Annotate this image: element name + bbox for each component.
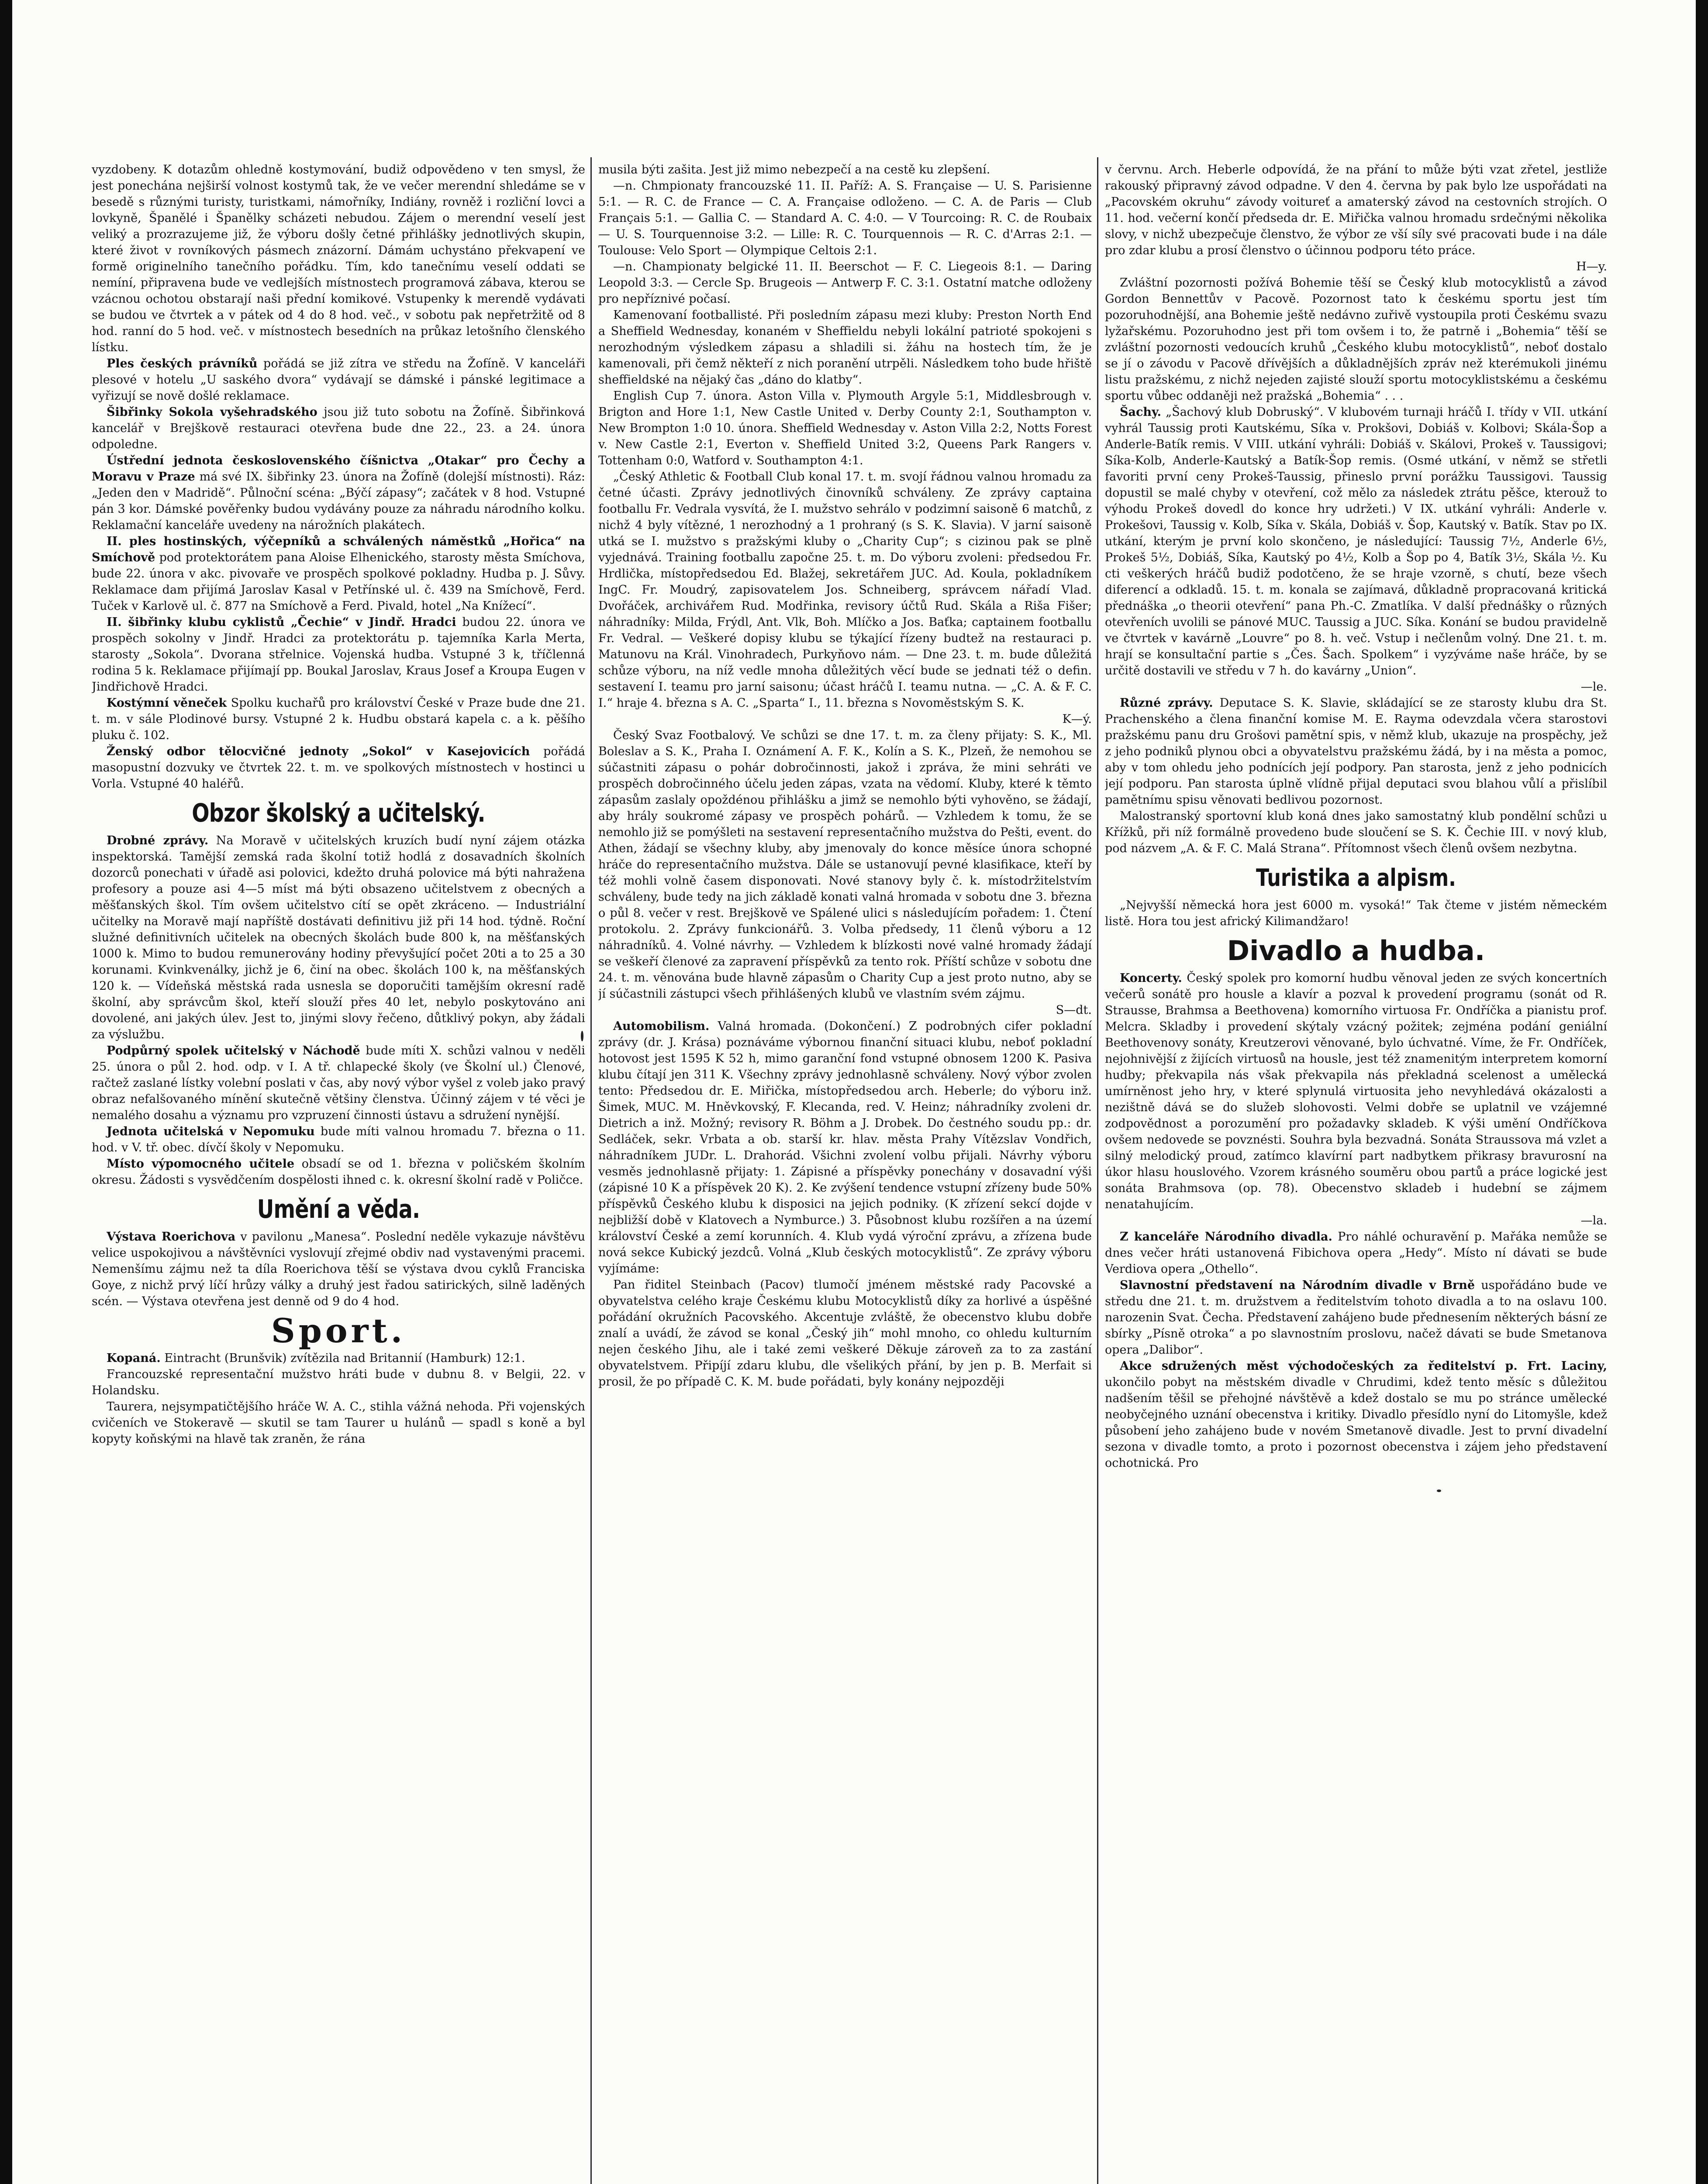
article-text: Taurera, nejsympatičtějšího hráče W. A. C., stihla vážná nehoda. Při vojenských cvičeních ve Stokeravě — skutil se tam Taurer u hulánů — spadl s koně a byl kopyty koňskými na hlavě tak zraněn, že rána <box>92 1400 585 1446</box>
article-paragraph <box>92 1043 585 1123</box>
column-2 <box>598 162 1092 2184</box>
column-rule <box>1097 157 1098 2184</box>
article-text: Na Moravě v učitelských kruzích budí nyní zájem otázka inspektorská. Tamější zemská rada školní totiž hodlá z dosavadních školních dozorců ponechati v úřadě asi polovici, kdežto druhá polovice má býti nahražena profesory a pouze asi 4—5 míst má býti obsazeno učitelstvem z obecných a měšťanských škol. Tím ovšem učitelstvo cítí se opět zkráceno. — Industriální učitelky na Moravě mají napříště dostávati definitivu již při 14 hod. týdně. Roční služné definitivních učitelek na obecných školách bude 800 k, na měšťanských 1000 k. Mimo to budou remunerovány hodiny převyšující počet 20ti a to 25 a 30 korunami. Kvinkvenálky, jichž je 6, činí na obec. školách 100 k, na měšťanských 120 k. — Vídeňská městská rada usnesla se doporučiti tamějším okresní radě školní, aby správcům škol, kteří slouží přes 40 let, nebylo poskytováno ani dovolené, ani jakých úlev. Jest to, jinými slovy řečeno, důtklivý pokyn, aby žádali za výslužbu. <box>92 834 585 1041</box>
article-paragraph <box>1105 1358 1607 1471</box>
article-lead: Šibřinky Sokola vyšehradského <box>107 405 317 419</box>
article-text: —n. Championaty belgické 11. II. Beerschot — F. C. Liegeois 8:1. — Daring Leopold 3:3. — Cercle Sp. Brugeois — Antwerp F. C. 3:1. Ostatní matche odloženy pro nepříznivé počasí. <box>598 260 1092 306</box>
article-lead: Ples českých právníků <box>107 357 258 370</box>
article-text: „Šachový klub Dobruský“. V klubovém turnaji hráčů I. třídy v VII. utkání vyhrál Taussig proti Kautskému, Síka v. Prokšovi, Dobiáš v. Kolbovi; Skála-Šop a Anderle-Batík remis. V VIII. utkání vyhráli: Dobiáš v. Skálovi, Prokeš v. Taussigovi; Síka-Kolb, Anderle-Kautský a Batík-Šop remis. (Osmé utkání, v němž se střetli favoriti první ceny Prokeš-Taussig, přineslo první porážku Taussigovi. Taussig dopustil se malé chyby v otevření, což mělo za následek ztrátu pěšce, kterouž to výhodu Prokeš dovedl do konce hry udržeti.) V IX. utkání vyhráli: Anderle v. Prokešovi, Taussig v. Kolb, Síka v. Skála, Dobiáš v. Šop, Kautský v. Batík. Stav po IX. utkání, kterým je první kolo skončeno, je následující: Taussig 7½, Anderle 6½, Prokeš 5½, Dobiáš, Síka, Kautský po 4½, Kolb a Šop po 4, Batík 3½, Skála ½. Ku cti veškerých hráčů budiž podotčeno, že se hraje vzorně, s chutí, beze všech diferencí a odkladů. 15. t. m. konala se zajímavá, důkladně propracovaná kritická přednáška „o theorii otevření“ pana Ph.-C. Zmatlíka. V další přednášky o různých otevřeních uvolili se pánové MUC. Taussig a JUC. Síka. Konání se budou pravidelně ve čtvrtek v kavárně „Louvre“ po 8. h. več. Vstup i nečlenům volný. Dne 21. t. m. hrají se konsultační partie s „Čes. Šach. Spolkem“ i vyzýváme naše hráče, by se určitě dostavili ve středu v 7 h. do kavárny „Union“. <box>1105 405 1607 677</box>
article-text: obsadí se od 1. března v poličském školním okresu. Žádosti s vysvědčením dospělosti ihned c. k. okresní školní radě v Poličce. <box>92 1157 585 1187</box>
article-text: uspořádáno bude ve středu dne 21. t. m. družstvem a ředitelstvím tohoto divadla a to na oslavu 100. narozenin Svat. Čecha. Představení zahájeno bude přednesením některých básní ze sbírky „Písně otroka“ a po slavnostním proslovu, načež dávati se bude Smetanova opera „Dalibor“. <box>1105 1279 1607 1357</box>
article-signature: —la. <box>1580 1214 1607 1227</box>
article-text: Pro náhlé ochuravění p. Mařáka nemůže se dnes večer hráti ustanovená Fibichova opera „Hedy“. Místo ní dávati se bude Verdiova opera „Othello“. <box>1105 1230 1607 1276</box>
article-signature: K—ý. <box>1062 712 1092 726</box>
article-lead: Výstava Roerichova <box>107 1230 236 1244</box>
article-text: Valná hromada. (Dokončení.) Z podrobných cifer pokladní zprávy (dr. J. Krása) poznáváme výbornou finanční situaci klubu, neboť pokladní hotovost jest 1595 K 52 h, mimo garanční fond vstupné obnosem 1200 K. Pasiva klubu čítají jen 311 K. Všechny zprávy jednohlasně schváleny. Nový výbor zvolen tento: Předsedou dr. E. Miřička, místopředsedou arch. Heberle; do výboru inž. Šimek, MUC. M. Hněvkovský, F. Klecanda, red. V. Heinz; náhradníky zvoleni dr. Dietrich a inž. Možný; revisory R. Böhm a J. Drobek. Do čestného soudu pp.: dr. Sedláček, sekr. Vrbata a ob. starší kr. hlav. města Prahy Vítězslav Vondřich, náhradníkem JUDr. L. Drahorád. Všichni zvolení volbu přijali. Návrhy výboru vesměs jednohlasně přijaty: 1. Zápisné a příspěvky ponechány v dosavadní výši (zápisné 10 K a příspěvek 20 K). 2. Ke zvýšení tendence vstupní zřízeny bude 50% příspěvků Českého klubu k disposici na jejich podniky. (K zřízení sekcí dojde v nejbližší době v Klatovech a Nymburce.) 3. Působnost klubu rozšířen a na území království České a zemí korunních. 4. Klub vydá výroční zprávu, a zřízena bude nová sekce Kubický jezdců. Volná „Klub českých motocyklistů“. Ze zprávy výboru vyjímáme: <box>598 1019 1092 1275</box>
article-paragraph <box>92 533 585 614</box>
article-text: „Český Athletic & Football Club konal 17. t. m. svojí řádnou valnou hromadu za četné účasti. Zprávy jednotlivých činovníků schváleny. Ze zprávy captaina footballu Fr. Vedrala vysvítá, že I. mužstvo sehrálo v podzimní saisoně 6 matchů, z nichž 4 byly vítězné, 1 nerozhodný a 1 prohraný (s S. K. Slavia). V jarní saisoně utká se I. mužstvo s pražskými kluby o „Charity Cup“; s cizinou pak se plně vyjednává. Training footballu započne 25. t. m. Do výboru zvoleni: předsedou Fr. Hrdlička, místopředsedou Ed. Blažej, sekretářem JUC. Ad. Koula, pokladníkem IngC. Fr. Moudrý, zapisovatelem Jos. Schneiberg, správcem nářadí Vlad. Dvořáček, archivářem Rud. Modřinka, revisory účtů Rud. Skála a Riša Fišer; náhradníky: Milda, Frýdl, Ant. Vlk, Boh. Mlíčko a Jos. Baťka; captainem footballu Fr. Vedral. — Veškeré dopisy klubu se týkající řízeny budtež na restauraci p. Matunovu na Král. Vinohradech, Purkyňovo nám. — Dne 23. t. m. bude důležitá schůze výboru, na níž vedle mnoha důležitých věcí bude se jednati též o defin. sestavení I. teamu pro jarní saisonu; účast hráčů I. teamu nutna. — „C. A. & F. C. I.“ hraje 4. března s A. C. „Sparta“ I., 11. března s Novoměstským S. K. <box>598 470 1092 710</box>
article-signature: H—y. <box>1576 260 1607 273</box>
article-lead: Koncerty. <box>1120 971 1182 985</box>
column-rule <box>590 157 592 2184</box>
article-lead: Podpůrný spolek učitelský v Náchodě <box>107 1044 360 1057</box>
article-lead: II. ples hostinských, výčepníků a schválených náměstků „Hořica“ na Smíchově <box>92 535 585 564</box>
article-text: Český spolek pro komorní hudbu věnoval jeden ze svých koncertních večerů sonátě pro housle a klavír a pozval k provedení programu (sonát od R. Strausse, Brahmsa a Beethovena) komorního virtuosa Fr. Ondříčka a pianistu prof. Melcra. Skladby i provedení skýtaly vzácný požitek; zejména podání geniální Beethovenovy sonáty, Kreutzerovi věnované, bylo úchvatné. Víme, že Fr. Ondříček, nejohnivější z žijících virtuosů na housle, jest též znamenitým interpretem komorní hudby; překvapila nás však překvapila nás překladná scelenost a umělecká umírněnost jeho hry, v které splynulá virtuosita jeho nevyhledává okázalosti a nezištně dává se do služeb slohovosti. Velmi dobře se uplatnil ve vzájemné zodpovědnost a porozumění pro požadavky skladeb. K výši umění Ondříčkova ovšem nedovede se povznésti. Souhra byla bezvadná. Sonáta Straussova má vzlet a silný melodický proud, zatímco klavírní part nadbytkem přikrasy bravurosní na úkor hlasu houslového. Vzorem krásného souměru obou partů a práce logické jest sonáta Brahmsova (op. 78). Obecenstvo skladeb i hudební se zájmem nenatahujícím. <box>1105 971 1607 1211</box>
section-heading-sport: Sport. <box>271 1311 406 1350</box>
article-text: „Nejvyšší německá hora jest 6000 m. vysoká!“ Tak čteme v jistém německém listě. Hora tou jest africký Kilimandžaro! <box>1105 898 1607 928</box>
section-heading-art: Umění a věda. <box>257 1194 420 1224</box>
article-lead: Drobné zprávy. <box>107 834 209 847</box>
article-paragraph <box>92 1156 585 1188</box>
section-heading-tourism: Turistika a alpism. <box>1256 864 1456 892</box>
article-lead: Kopaná. <box>107 1351 161 1365</box>
article-text: má své IX. šibřinky 23. února na Žofíně (dolejší místnosti). Ráz: „Jeden den v Madridě“. Půlnoční scéna: „Býčí zápasy“; začátek v 8 hod. Vstupné pán 3 kor. Dámské pověřenky budou vydávány pouze za náhradu národního kolku. Reklamační kanceláře uvedeny na nárožních plakátech. <box>92 470 585 532</box>
article-paragraph <box>92 833 585 1043</box>
scan-edge-left <box>0 0 12 2184</box>
article-paragraph <box>92 1350 585 1366</box>
article-paragraph <box>1105 970 1607 1213</box>
article-paragraph <box>1105 1277 1607 1358</box>
article-paragraph <box>92 1229 585 1310</box>
scan-edge-right <box>1696 0 1708 2184</box>
article-signature: —le. <box>1580 680 1607 694</box>
article-text: ukončilo pobyt na městském divadle v Chrudimi, kdež tento měsíc s důležitou nadšením těšil se přehojné návštěvě a kdež dostalo se mu po stránce umělecké neobyčejného uznání obecenstva i kritiky. Divadlo přesídlo nyní do Litomyšle, kdež působení jeho zahájeno bude v novém Smetanově divadle. Jest to první divadelní sezona v divadle tomto, a proto i pozornost obecenstva i zájem jeho představení ochotnická. Pro <box>1105 1375 1607 1470</box>
article-text: bude míti X. schůzi valnou v neděli 25. února o půl 2. hod. odp. v I. A tř. chlapecké školy (ve Školní ul.) Členové, račtež zaslané lístky volební poslati v čas, aby nový výbor vyšel z voleb jako pravý obraz nefalšovaného mínění skutečně většiny členstva. Účinný zájem v té věci je nemalého dosahu a významu pro vzpruzení činnosti ústavu a sdružení nynější. <box>92 1044 585 1122</box>
article-text: pod protektorátem pana Aloise Elhenického, starosty města Smíchova, bude 22. února v akc. pivovaře ve prospěch spolkové pokladny. Hudba p. J. Sůvy. Reklamace dam přijímá Jaroslav Kasal v Petřínské ul. č. 439 na Smíchově, Ferd. Tuček v Karlově ul. č. 877 na Smíchově a Ferd. Pivald, hotel „Na Knížecí“. <box>92 551 585 613</box>
article-text: pořádá se již zítra ve středu na Žofíně. V kanceláři plesové v hotelu „U saského dvora“ vydávají se dámské i pánské legitimace a vyřizují se nově došlé reklamace. <box>92 357 585 403</box>
article-lead: Jednota učitelská v Nepomuku <box>107 1125 315 1138</box>
article-text: Český Svaz Footbalový. Ve schůzi se dne 17. t. m. za členy přijaty: S. K., Ml. Boleslav a S. K., Praha I. Oznámení A. F. K., Kolín a S. K., Plzeň, že nemohou se súčastniti zápasu o pohár dobročinnosti, jakož i zpráva, že mini sehráti ve prospěch dobročinného účelu jeden zápas, vzata na vědomí. Kluby, které k těmto zápasům zaslaly opoždénou přihlášku a jimž se nemohlo býti vyhověno, se žádají, aby hrály soukromé zápasy ve prospěch pohárů. — Vzhledem k tomu, že se nemohlo již se pomýšleti na sestavení representačního mužstva do Pešti, event. do Athen, žádají se všechny kluby, aby jmenovaly do konce měsíce února schopné hráče do representačního mužstva. Dále se ustanovují pevné klasifikace, kteří by též mohli volně časem disponovati. Nové stanovy byly č. k. místodržitelstvím schváleny, bude tedy na jich základě konati valná hromada v sobotu dne 3. března o půl 8. večer v rest. Brejškově ve Spálené ulici s následujícím pořadem: 1. Čtení protokolu. 2. Zprávy funkcionářů. 3. Volba předsedy, 11 členů výboru a 12 náhradníků. 4. Volné návrhy. — Vzhledem k blízkosti nové valné hromady žádají se veškeří členové za zapravení příspěvků za tento rok. Příští schůze v sobotu dne 24. t. m. věnována bude hlavně zápasům o Charity Cup a jest proto nutno, aby se jí súčastnili zástupci všech přihlášených klubů ve vlastním svém zájmu. <box>598 729 1092 1001</box>
article-lead: Automobilism. <box>613 1019 710 1033</box>
article-paragraph <box>1105 404 1607 679</box>
section-heading-school: Obzor školský a učitelský. <box>192 798 485 828</box>
article-text: bude míti valnou hromadu 7. března o 11. hod. v V. tř. obec. dívčí školy v Nepomuku. <box>92 1125 585 1154</box>
article-paragraph <box>92 695 585 743</box>
article-lead: Různé zprávy. <box>1120 696 1213 710</box>
article-paragraph <box>92 404 585 453</box>
article-lead: Akce sdružených měst východočeských za ředitelství p. Frt. Laciny, <box>1120 1359 1607 1373</box>
article-paragraph <box>92 356 585 404</box>
article-lead: Ženský odbor tělocvičné jednoty „Sokol“ v Kasejovicích <box>107 745 530 758</box>
column-1 <box>92 162 585 2184</box>
article-paragraph <box>92 743 585 792</box>
article-lead: Místo výpomocného učitele <box>107 1157 295 1171</box>
article-paragraph <box>1105 695 1607 808</box>
column-3 <box>1105 162 1607 2184</box>
article-paragraph <box>92 1123 585 1156</box>
article-text: Pan řiditel Steinbach (Pacov) tlumočí jménem městské rady Pacovské a obyvatelstva celého kraje Českému klubu Motocyklistů díky za horlivé a úspěšné pořádání okružních Pacovského. Akcentuje zvláště, že obecenstvo klubu dobře znalí a uvádí, že závod se konal „Český jih“ mohl mnoho, co ohledu kulturním nejen českého Jihu, ale i také zemi veškeré Děkuje zároveň za to za zastání obyvatelstvem. Připíjí zdaru klubu, dle všelikých přání, by jen p. B. Merfait si prosil, že po případě C. K. M. bude pořádati, byly konány nejpozději <box>598 1278 1092 1389</box>
article-text: English Cup 7. února. Aston Villa v. Plymouth Argyle 5:1, Middlesbrough v. Brigton and Hore 1:1, New Castle United v. Derby County 2:1, Southampton v. New Brompton 1:0 10. února. Sheffield Wednesday v. Aston Villa 2:2, Notts Forest v. New Castle 2:1, Everton v. Sheffield United 3:2, Queens Park Rangers v. Tottenham 0:0, Watford v. Southampton 4:1. <box>598 389 1092 467</box>
article-text: Kamenovaní footballisté. Při posledním zápasu mezi kluby: Preston North End a Sheffield Wednesday, konaném v Sheffieldu nebyli lokální patrioté spokojeni s nerozhodným výsledkem zápasu a shladili si. žáhu na hostech tím, že je kamenovali, při čemž někteří z nich poranění utrpěli. Následkem toho bude hřiště sheffieldské na nějaký čas „dáno do klatby“. <box>598 308 1092 387</box>
article-text: vyzdobeny. K dotazům ohledně kostymování, budiž odpovědeno v ten smysl, že jest ponechána nejširší volnost kostymů tak, že ve večer merendní shledáme se v besedě s různými turisty, turistkami, námořníky, Indiány, rovněž i rozliční lovci a lovkyně, Španělé i Španělky scházeti nebudou. Zájem o merendní veselí jest veliký a prozrazujeme již, že výboru došly četné přihlášky jednotlivých skupin, které život v rovníkových pásmech znázorní. Dámám uchystáno překvapení ve formě originelního tanečního pořádku. Tím, kdo tanečnímu veselí oddati se nemíní, připravena bude ve vedlejších místnostech programová zábava, kterou se vzácnou ochotou obstarají naši přední komikové. Vstupenky k merendě vydávati se budou ve čtvrtek a v pátek od 4 do 8 hod. več., v sobotu pak nepřetržitě od 8 hod. ranní do 5 hod. več. v místnostech besedních na průkaz letošního členského lístku. <box>92 163 585 354</box>
article-paragraph <box>1105 1229 1607 1277</box>
article-text: —n. Chmpionaty francouzské 11. II. Paříž: A. S. Française — U. S. Parisienne 5:1. — R. C. de France — C. A. Française odloženo. — C. A. de Paris — Club Français 5:1. — Gallia C. — Standard A. C. 4:0. — V Tourcoing: R. C. de Roubaix — U. S. Tourquennoise 3:2. — Lille: R. C. Tourquennois — R. C. d'Arras 2:1. — Toulouse: Velo Sport — Olympique Celtois 2:1. <box>598 179 1092 257</box>
article-text: Spolku kuchařů pro království České v Praze bude dne 21. t. m. v sále Plodinové bursy. Vstupné 2 k. Hudbu obstará kapela c. a k. pěšího pluku č. 102. <box>92 696 585 742</box>
article-text: Francouzské representační mužstvo hráti bude v dubnu 8. v Belgii, 22. v Holandsku. <box>92 1368 585 1397</box>
article-lead: Slavnostní představení na Národním divadle v Brně <box>1120 1279 1475 1292</box>
article-text: jsou již tuto sobotu na Žofíně. Šibřinková kancelář v Brejškově restauraci otevřena bude dne 22., 23. a 24. února odpoledne. <box>92 405 585 451</box>
article-lead: II. šibřinky klubu cyklistů „Čechie“ v Jindř. Hradci <box>107 615 456 629</box>
article-paragraph <box>598 1018 1092 1277</box>
section-heading-theatre: Divadlo a hudba. <box>1227 935 1485 967</box>
article-signature: S—dt. <box>1056 1003 1092 1017</box>
article-text: pořádá masopustní dozvuky ve čtvrtek 22. t. m. ve spolkových místnostech v hostinci u Vorla. Vstupné 40 haléřů. <box>92 745 585 791</box>
article-text: Malostranský sportovní klub koná dnes jako samostatný klub pondělní schůzi u Křížků, při níž formálně provedeno bude sloučení se S. K. Čechie III. v nový klub, pod názvem „A. & F. C. Malá Strana“. Přítomnost všech členů ovšem nezbytna. <box>1105 809 1607 855</box>
article-paragraph <box>92 614 585 695</box>
article-paragraph <box>92 453 585 533</box>
article-text: budou 22. února ve prospěch sokolny v Jindř. Hradci za protektorátu p. tajemníka Karla Merta, starosty „Sokola“. Dvorana střelnice. Vojenská hudba. Vstupné 3 k, tříčlenná rodina 5 k. Reklamace přijímají pp. Boukal Jaroslav, Kraus Josef a Kroupa Eugen v Jindřichově Hradci. <box>92 615 585 694</box>
article-lead: Kostýmní věneček <box>107 696 227 710</box>
article-text: Eintracht (Brunšvik) zvítězila nad Britannií (Hamburk) 12:1. <box>160 1351 525 1365</box>
article-lead: Ústřední jednota československého číšnictva „Otakar“ pro Čechy a Moravu v Praze <box>92 454 585 484</box>
article-text: Deputace S. K. Slavie, skládající se ze starosty klubu dra St. Prachenského a člena finanční komise M. E. Rayma odevzdala včera starostovi pražskému panu dru Grošovi pamětní spis, v němž klub, ukazuje na prospěchy, jež z jeho podniků plynou obci a obyvatelstvu pražskému žádá, by i na města a pomoc, aby v tom ohledu jeho podnících její podpory. Pan starosta, jenž z jeho podnicích její podporu. Pan starosta úplně vlídně přijal deputaci svou blahou vůlí a přislíbil pamětnímu spisu věnovati bedlivou pozornost. <box>1105 696 1607 807</box>
article-text: v pavilonu „Manesa“. Poslední neděle vykazuje návštěvu velice uspokojivou a návštěvníci vyslovují zřejmé obdiv nad vystavenými pracemi. Nemenšímu zájmu než ta díla Roerichova těší se výstava dvou cyklů Franciska Goye, z nichž prvý líčí hrůzy války a druhý jest řadou satirických, silně laděných scén. — Výstava otevřena jest denně od 9 do 4 hod. <box>92 1230 585 1308</box>
article-lead: Z kanceláře Národního divadla. <box>1120 1230 1332 1244</box>
article-lead: Šachy. <box>1120 405 1162 419</box>
article-text: v červnu. Arch. Heberle odpovídá, že na přání to může býti vzat zřetel, jestliže rakouský připravný závod odpadne. V den 4. června by pak bylo lze uspořádati na „Pacovském okruhu“ závody voitureť a amaterský závod na cestovních strojích. O 11. hod. večerní končí předseda dr. E. Miřička valnou hromadu srdečnými několika slovy, v nichž ubezpečuje členstvo, že výbor ze vší síly své pracovati bude i na dále pro zdar klubu a prosí členstvo o účinnou podporu této práce. <box>1105 163 1607 257</box>
article-text: musila býti zašita. Jest již mimo nebezpečí a na cestě ku zlepšení. <box>598 163 990 176</box>
article-text: Zvláštní pozornosti požívá Bohemie těší se Český klub motocyklistů a závod Gordon Bennettův v Pacově. Pozornost tato k českému sportu jest tím pozoruhodnější, ana Bohemie ještě nedávno zuřivě vystoupila proti Českému svazu lyžařskému. Pozoruhodno jest při tom ovšem i to, že patrně i „Bohemia“ těší se zvláštní pozornosti vedoucích kruhů „Českého klubu motocyklistů“, neboť dostalo se jí o závodu v Pacově dřívějších a důkladnějších zpráv než kterémukoli jinému listu pražskému, z nichž nejeden zajisté slouží sportu motocyklistskému a českému sportu vůbec oddaněji než pražská „Bohemia“ . . . <box>1105 276 1607 403</box>
